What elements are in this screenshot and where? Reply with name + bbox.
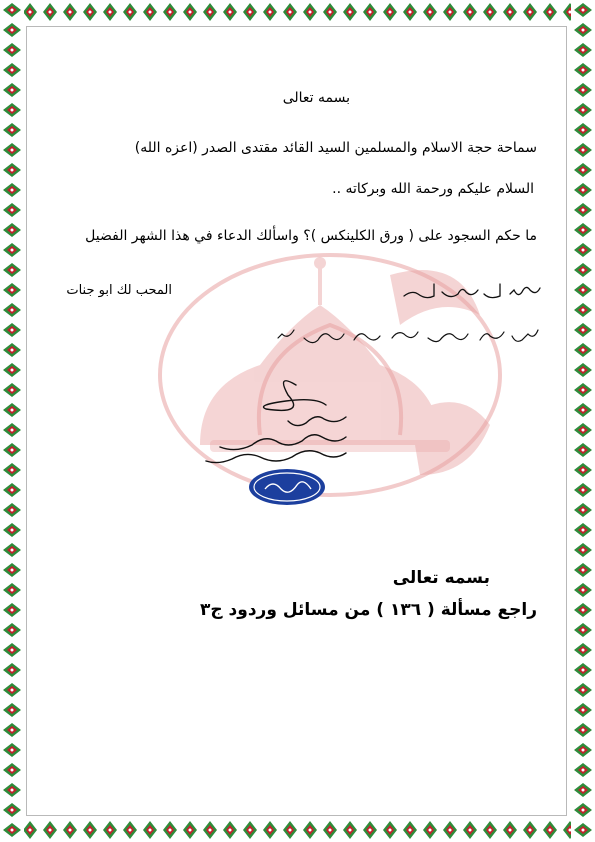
answer-basmala: بسمه تعالى	[392, 568, 490, 588]
decorative-border-bottom	[0, 818, 595, 842]
letter-greeting: السلام عليكم ورحمة الله وبركاته ..	[332, 181, 534, 197]
handwritten-basmala	[390, 270, 550, 310]
answer-reference: راجع مسألة ( ١٣٦ ) من مسائل وردود ج٣	[199, 600, 537, 620]
handwritten-answer	[268, 318, 548, 352]
letter-basmala: بسمه تعالى	[282, 90, 350, 106]
decorative-border-right	[571, 0, 595, 842]
letter-question: ما حكم السجود على ( ورق الكلينكس )؟ واسألك الدعاء في هذا الشهر الفضيل	[85, 228, 537, 244]
letter-sender: المحب لك ابو جنات	[66, 283, 172, 298]
handwritten-signature	[196, 365, 356, 475]
decorative-border-left	[0, 0, 24, 842]
decorative-border-top	[0, 0, 595, 24]
letter-address: سماحة حجة الاسلام والمسلمين السيد القائد مقتدى الصدر (اعزه الله)	[134, 140, 537, 156]
seal-stamp	[247, 467, 327, 507]
